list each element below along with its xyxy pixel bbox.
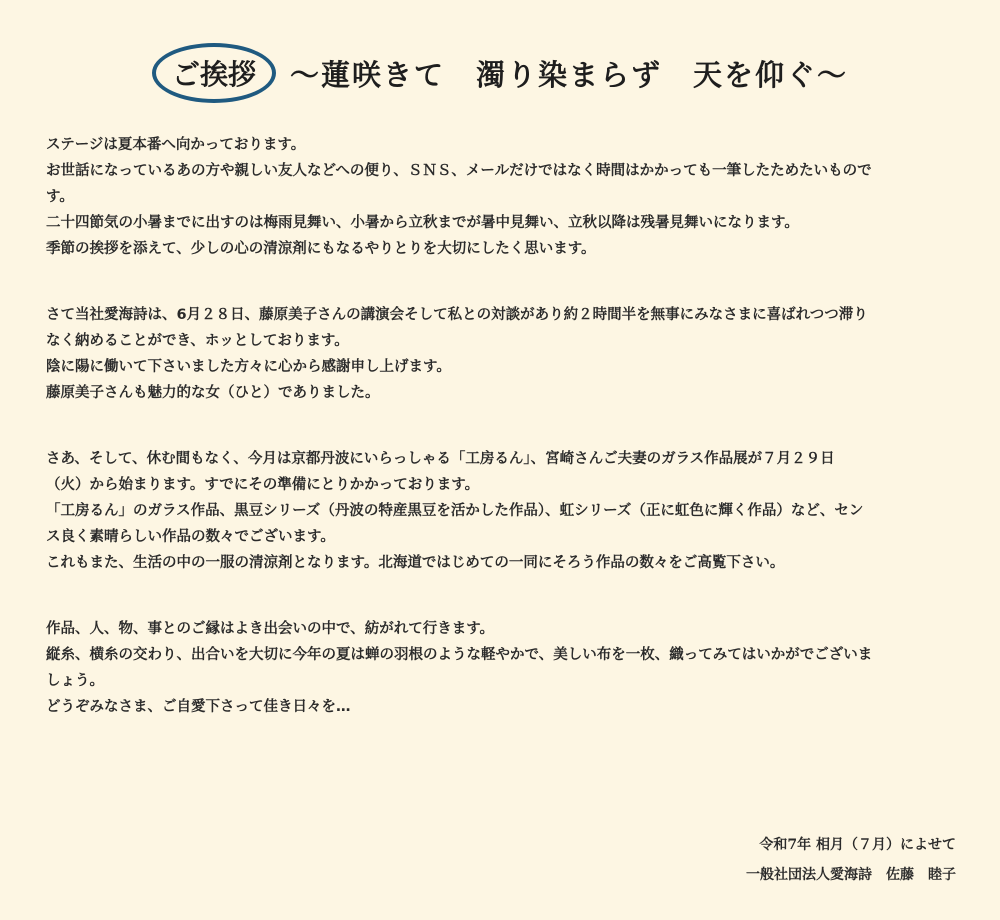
text-line: さて当社愛海詩は、6月２８日、藤原美子さんの講演会そして私との対談があり約２時間半を無事にみなさまに喜ばれつつ滞り (46, 307, 868, 323)
paragraph-1 (46, 132, 961, 262)
text-line: 藤原美子さんも魅力的な女（ひと）でありました。 (46, 385, 380, 401)
text-line: 二十四節気の小暑までに出すのは梅雨見舞い、小暑から立秋までが暑中見舞い、立秋以降は残暑見舞いになります。 (46, 215, 799, 231)
signature-block (746, 830, 956, 890)
signature-date: 令和7年 相月（７月）によせて (759, 837, 956, 853)
text-line: 縦糸、横糸の交わり、出合いを大切に今年の夏は蝉の羽根のような軽やかで、美しい布を一枚、織ってみてはいかがでございま (46, 647, 873, 663)
text-line: ステージは夏本番へ向かっております。 (46, 137, 306, 153)
greeting-badge: ご挨拶 (152, 43, 276, 103)
page-header (0, 38, 1000, 108)
paragraph-2 (46, 302, 961, 406)
signature-author: 一般社団法人愛海詩 佐藤 睦子 (746, 867, 956, 883)
text-line: 陰に陽に働いて下さいました方々に心から感謝申し上げます。 (46, 359, 451, 375)
text-line: なく納めることができ、ホッとしております。 (46, 333, 349, 349)
text-line: （火）から始まります。すでにその準備にとりかかっております。 (46, 477, 480, 493)
text-line: さあ、そして、休む間もなく、今月は京都丹波にいらっしゃる「工房るん」、宮崎さんご夫妻のガラス作品展が７月２９日 (46, 451, 835, 467)
letter-body (46, 132, 961, 760)
text-line: ス良く素晴らしい作品の数々でございます。 (46, 529, 335, 545)
text-line: す。 (46, 189, 74, 205)
text-line: これもまた、生活の中の一服の清涼剤となります。北海道ではじめての一同にそろう作品の数々をご高覧下さい。 (46, 555, 785, 571)
text-line: 季節の挨拶を添えて、少しの心の清涼剤にもなるやりとりを大切にしたく思います。 (46, 241, 596, 257)
text-line: どうぞみなさま、ご自愛下さって佳き日々を… (46, 699, 351, 715)
text-line: しょう。 (46, 673, 104, 689)
text-line: 「工房るん」のガラス作品、黒豆シリーズ（丹波の特産黒豆を活かした作品）、虹シリーズ（正に虹色に輝く作品）など、セン (46, 503, 864, 519)
paragraph-4 (46, 616, 961, 720)
text-line: お世話になっているあの方や親しい友人などへの便り、ＳＮＳ、メールだけではなく時間はかかっても一筆したためたいもので (46, 163, 872, 179)
paragraph-3 (46, 446, 961, 576)
text-line: 作品、人、物、事とのご縁はよき出会いの中で、紡がれて行きます。 (46, 621, 495, 637)
page-title: ～蓮咲きて 濁り染まらず 天を仰ぐ～ (289, 57, 848, 92)
